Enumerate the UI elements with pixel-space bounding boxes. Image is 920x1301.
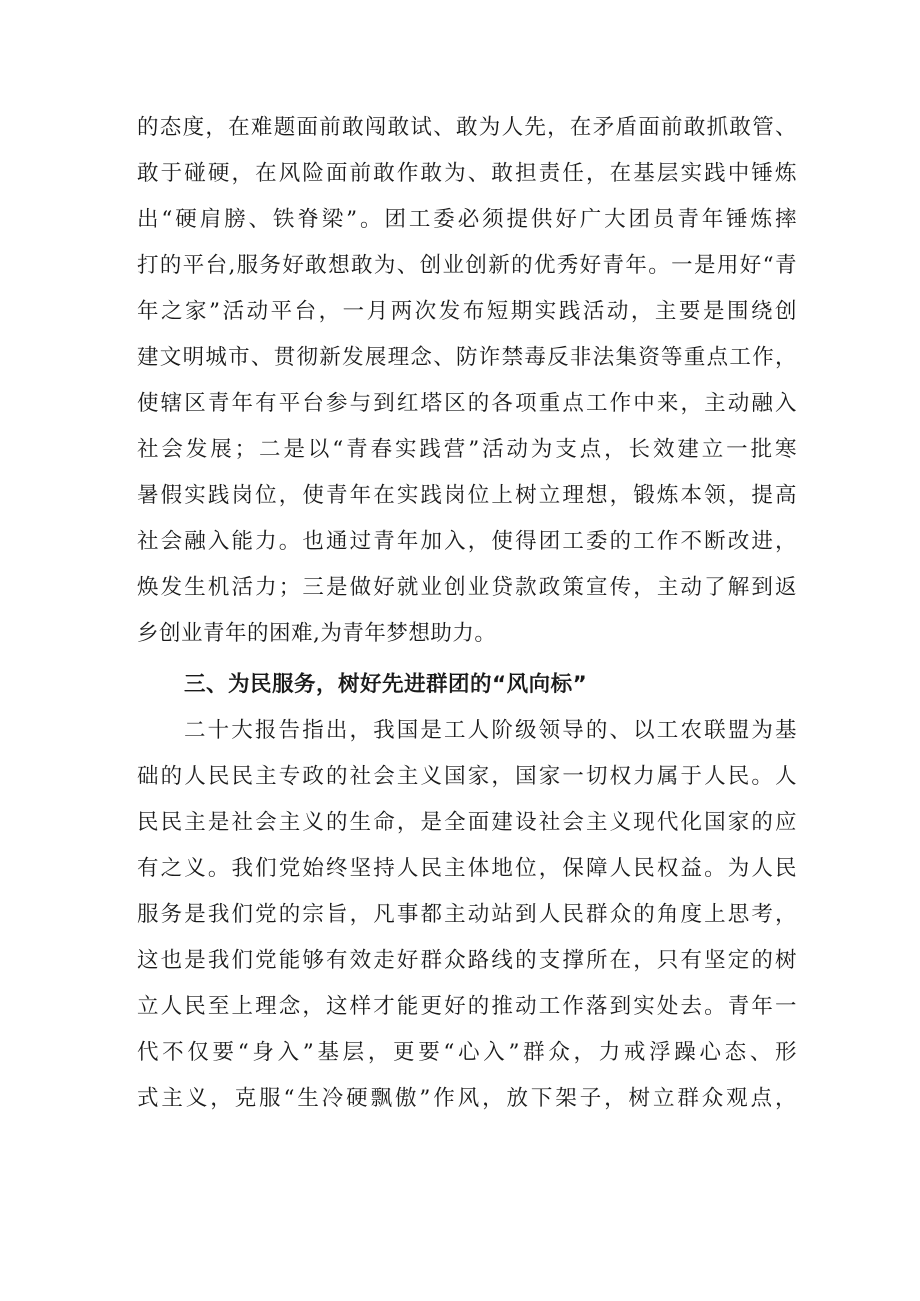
text-line: 暑假实践岗位，使青年在实践岗位上树立理想，锻炼本领，提高 [137,483,797,508]
text-line: 二十大报告指出，我国是工人阶级领导的、以工农联盟为基 [184,718,797,743]
text-line: 这也是我们党能够有效走好群众路线的支撑所在，只有坚定的树 [137,948,797,973]
text-line: 使辖区青年有平台参与到红塔区的各项重点工作中来，主动融入 [137,391,797,416]
text-line: 年之家”活动平台，一月两次发布短期实践活动，主要是围绕创 [137,299,797,324]
text-line: 础的人民民主专政的社会主义国家，国家一切权力属于人民。人 [137,764,797,789]
text-line: 建文明城市、贯彻新发展理念、防诈禁毒反非法集资等重点工作， [137,345,797,370]
text-line: 式主义，克服“生冷硬飘傲”作风，放下架子，树立群众观点， [137,1086,797,1111]
section-heading: 三、为民服务，树好先进群团的“风向标” [184,672,588,697]
text-line: 出“硬肩膀、铁脊梁”。团工委必须提供好广大团员青年锤炼摔 [137,207,797,232]
text-line: 的态度，在难题面前敢闯敢试、敢为人先，在矛盾面前敢抓敢管、 [137,115,797,140]
text-line: 焕发生机活力；三是做好就业创业贷款政策宣传，主动了解到返 [137,575,797,600]
text-line: 乡创业青年的困难,为青年梦想助力。 [137,621,497,646]
text-line: 立人民至上理念，这样才能更好的推动工作落到实处去。青年一 [137,994,797,1019]
text-line: 民民主是社会主义的生命，是全面建设社会主义现代化国家的应 [137,810,797,835]
text-line: 代不仅要“身入”基层，更要“心入”群众，力戒浮躁心态、形 [137,1040,797,1065]
text-line: 服务是我们党的宗旨，凡事都主动站到人民群众的角度上思考， [137,902,797,927]
text-line: 社会融入能力。也通过青年加入，使得团工委的工作不断改进， [137,529,797,554]
text-line: 有之义。我们党始终坚持人民主体地位，保障人民权益。为人民 [137,856,797,881]
text-line: 社会发展；二是以“青春实践营”活动为支点，长效建立一批寒 [137,437,797,462]
text-line: 敢于碰硬，在风险面前敢作敢为、敢担责任，在基层实践中锤炼 [137,161,797,186]
text-line: 打的平台,服务好敢想敢为、创业创新的优秀好青年。一是用好“青 [137,253,797,278]
